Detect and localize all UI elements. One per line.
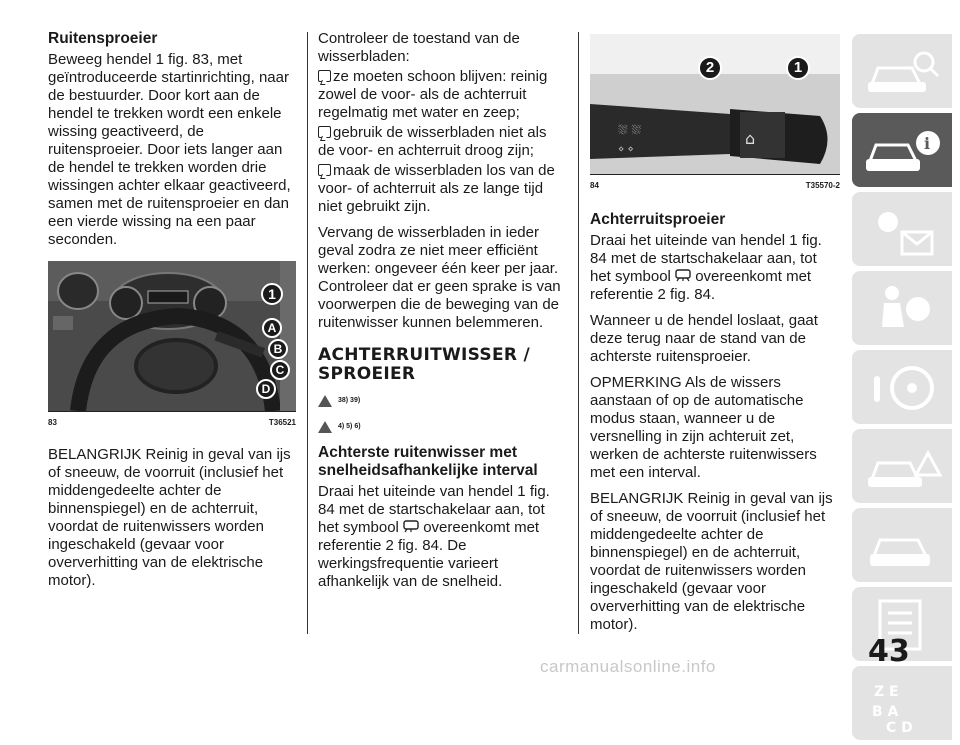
bullet-icon [318,126,331,138]
fig-code: T35570-2 [805,181,840,190]
car-search-icon [852,34,952,108]
fig-number: 84 [590,181,599,190]
right-column [590,30,840,642]
figure-83-dashboard [48,261,296,411]
bullet-icon [318,164,331,176]
steering-wheel-icon [852,350,952,424]
fig-code: T36521 [268,418,296,427]
callout-2: 2 [698,56,722,80]
callout-1: 1 [786,56,810,80]
bullet-item: maak de wisserbladen los van de voor- of achterruit als ze lange tijd niet gebruikt zijn. [318,162,555,215]
column-divider-2 [578,32,579,634]
chapter-tab-airbag[interactable] [852,271,952,345]
chapter-tab-car-info[interactable] [852,113,952,187]
figure-84-stalk [590,34,840,174]
sub-heading: Achterste ruitenwisser met snelheidsafhankelijke interval [318,444,538,479]
intro: Controleer de toestand van de wisserbladen: [318,30,520,65]
rear-wiper-symbol-icon [403,520,419,533]
chapter-tab-car-service[interactable] [852,508,952,582]
car-info-icon [852,113,952,187]
svg-text:Z E: Z E [874,684,899,700]
svg-text:⋄ ⋄: ⋄ ⋄ [618,144,634,155]
wiper-stalk-photo [590,34,840,174]
left-column [48,30,296,598]
car-service-icon [852,508,952,582]
warning-ref-1: 38) 39) [318,392,564,410]
belangrijk-note: BELANGRIJK Reinig in geval van ijs of sneeuw, de voorruit (inclusief het middengedeelte achter de binnenspiegel) en de achterruit, voordat de ruitenwissers worden ingeschakeld (gevaar voor oververhitting van de elektrische motor). [590,490,833,633]
chapter-tab-car-warning[interactable] [852,429,952,503]
callout-1: 1 [261,283,283,305]
callout-b: B [268,339,288,359]
bullet-icon [318,70,331,82]
belangrijk-note: BELANGRIJK Reinig in geval van ijs of sneeuw, de voorruit (inclusief het middengedeelte achter de binnenspiegel) en de achterruit, voordat de ruitenwissers worden ingeschakeld (gevaar voor oververhitting van de elektrische motor). [48,446,291,589]
car-warning-icon [852,429,952,503]
paragraph: Wanneer u de hendel loslaat, gaat deze terug naar de stand van de achterste ruitensproeier. [590,312,818,365]
paragraph: Beweeg hendel 1 fig. 83, met geïntroduceerde startinrichting, naar de bestuurder. Door kort aan de hendel te trekken wordt een enkele wissing geactiveerd, de ruitensproeier. Door iets langer aan de hendel te trekken worden drie wissingen achter elkaar geactiveerd, samen met de ruitensproeier en dan een vierde wissing na een paar seconden. [48,51,291,248]
watermark: carmanualsonline.info [540,657,716,676]
chapter-tab-warning-lights[interactable] [852,192,952,266]
figure-caption-84 [590,174,840,195]
bullet-item: gebruik de wisserbladen niet als de voor- en achterruit droog zijn; [318,124,547,159]
column-divider-1 [307,32,308,634]
section-title: ACHTERRUITWISSER / SPROEIER [318,345,531,384]
replace-paragraph: Vervang de wisserbladen in ieder geval zodra ze niet meer efficiënt werken: ongeveer één keer per jaar. Controleer dat er geen sprake is van voorwerpen die de beweging van de ruitenwisser kunnen belemmeren. [318,224,561,331]
bullet-item: ze moeten schoon blijven: reinig zowel de voor- als de achterruit regelmatig met water en zeep; [318,68,548,121]
fig-number: 83 [48,418,57,427]
opmerking-note: OPMERKING Als de wissers aanstaan of op de automatische modus staan, wanneer u de versnelling in zijn achteruit zet, werken de achterste ruitenwissers met een interval. [590,374,817,481]
warning-ref-2: 4) 5) 6) [318,418,564,436]
svg-text:i: i [924,134,931,153]
heading-ruitensproeier: Ruitensproeier [48,30,158,47]
svg-text:B A: B A [872,704,899,720]
svg-text:⌂: ⌂ [745,129,756,148]
airbag-icon [852,271,952,345]
callout-a: A [262,318,282,338]
svg-text:⛆ ⛆: ⛆ ⛆ [618,123,642,137]
warning-triangle-icon [318,421,332,433]
svg-text:C D: C D [886,720,913,736]
chapter-tab-car-search[interactable] [852,34,952,108]
figure-caption-83 [48,411,296,432]
page-number: 43 [868,634,910,669]
alphabet-index-icon [852,666,952,740]
callout-d: D [256,379,276,399]
chapter-tab-steering-wheel[interactable] [852,350,952,424]
callout-c: C [270,360,290,380]
middle-column [318,30,564,599]
chapter-tab-index[interactable] [852,666,952,740]
rear-washer-symbol-icon [675,269,691,282]
warning-triangle-icon [318,395,332,407]
warning-lights-icon [852,192,952,266]
paragraph: Draai het uiteinde van hendel 1 fig. 84 met de startschakelaar aan, tot het symbool overeenkomt met referentie 2 fig. 84. [590,232,822,303]
heading-achterruitsproeier: Achterruitsproeier [590,211,726,228]
sub-paragraph: Draai het uiteinde van hendel 1 fig. 84 met de startschakelaar aan, tot het symbool overeenkomt met referentie 2 fig. 84. De werkingsfrequentie varieert afhankelijk van de snelheid. [318,483,550,590]
